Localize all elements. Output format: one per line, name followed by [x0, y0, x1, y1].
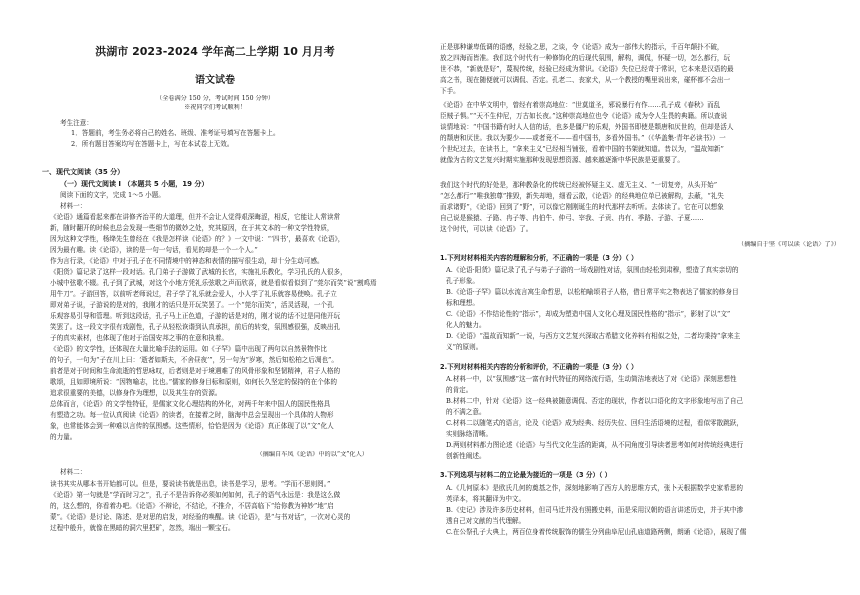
option-a-cont: 孔子形象。 [446, 277, 479, 285]
option-d: D.《论语》“温故而知新”一说，与西方文艺复兴深取古希腊文化养料有相似之处，二者均秉持“拿来主 [446, 332, 741, 340]
text-line: 的力量。 [50, 433, 77, 441]
text-line: 《阳货》篇记录了这样一段对话。孔门弟子子游做了武城的长官，实施礼乐教化，学习孔氏的人很多， [50, 268, 347, 276]
text-line: 《论语》通篇看起来都在讲修齐治平的大道理，但并不会让人觉得艰深晦涩，相反，它能让人常读常 [50, 213, 341, 221]
text-line: 世不恭，“新就是好”，蔑视传统，经验已经成为常识。《论语》失位已经苛于常识，它本来是汉语的最 [440, 65, 734, 73]
text-line: “怎么都行”“唯我独尊”推毁，新失却地，细看云散，《论语》的经典地位单已被解构，去蔽，“礼失 [440, 192, 724, 200]
text-line: 《论语》第一句就是“学而时习之”，孔子不是告诉你必须如何如何，孔子的语气永远是：我是这么做 [50, 491, 341, 499]
option-a-cont: 的肯定。 [446, 386, 473, 394]
text-line: 高之书，现在随便就可以调侃、否定。孔老二、丧家犬，从一个教授的嘴里说出来，碰杯都不会出一 [440, 76, 731, 84]
text-line: 我们这个时代的好处是，那种教条化的传统已经被怀疑主义、虚无主义、“一切复旁，从头开始” [440, 181, 718, 189]
text-line: 的句子，一句为“子在川上曰：‘逝者如斯夫，不舍昼夜’”，另一句为“岁寒，然后知松柏之后凋也”。 [50, 356, 339, 364]
option-d-cont: 创新性阐述。 [446, 452, 486, 460]
text-line: 总体而言，《论语》的文学性特征，是儒家文化心理结构的外化，对两千年来中国人的国民性格具 [50, 400, 331, 408]
text-line: 《论语》的文学性，还体现在大量比喻手法的运用。如《子罕》篇中出现了两句以自然景物作比 [50, 345, 327, 353]
option-c: C.《论语》不作结论性的“指示”，却成为塑造中国人文化心理及国民性格的“指示”，影射了以“文” [446, 310, 731, 318]
text-line: 前者是对于时间和生命流逝的哲思咏叹，后者则是对于境遇难了的风骨形象和坚韧精神，君子人格的 [50, 367, 341, 375]
option-b-cont: 的不满之意。 [446, 408, 486, 416]
text-line: 《论语》在中华文明中，曾经有着崇高地位：“世莫道圣，邪说暴行有作……孔子成《春秋》而乱 [440, 101, 721, 109]
exam-title: 洪湖市 2023-2024 学年高二上学期 10 月月考 [95, 45, 335, 58]
option-c-cont: 化人的魅力。 [446, 321, 486, 329]
exam-note-1: （全卷满分 150 分，考试时间 150 分钟） [155, 95, 275, 102]
text-line: 乐观容易引导和管理。听到这段话，孔子马上正色道，子游的话是对的，刚才说的话不过是同他开玩 [50, 312, 341, 320]
option-c: C.在公祭孔子大典上，两百位身着传统服饰的儒生分列曲阜尼山孔庙道路两侧，朗诵《论语》，展现了儒 [446, 528, 747, 536]
option-d: D.两则材料都力图论述《论语》与当代文化生活的距离，从不同角度引导读者思考如何对传统经典进行 [446, 441, 744, 449]
instruction-item-1: 1．答题前，考生务必将自己的姓名、班级、准考证号填写在答题卡上。 [71, 129, 280, 137]
text-line: 下手。 [440, 87, 460, 95]
text-line: 象，也常能体会到一种难以言传的氛围感。这些情形，恰恰是因为《论语》真正体现了以“文”化人 [50, 422, 334, 430]
option-b-cont: 标和理想。 [446, 299, 479, 307]
paper-subtitle: 语文试卷 [195, 75, 235, 86]
text-line: 作为言行录，《论语》中对于孔子在不同情境中的神态和表情的描写很生动，却十分生动可感。 [50, 257, 324, 265]
right-column [430, 0, 860, 595]
text-line: 谈情地说：“中国书籍有时人人信的话，也多是僵尸的乐观，外国书即使是颓唐和厌世的，但却是活人 [440, 123, 734, 131]
option-b: B.《论语·子罕》篇以水流言寓生命哲思，以松柏喻颂君子人格，借日常平实之物表达了儒家的修身目 [446, 288, 739, 296]
question-stem: 2.下列对材料相关内容的分析和评价，不正确的一项是（3 分）（ ） [440, 363, 638, 371]
text-line: 因为最有趣。读《论语》，读的是一句一句话，看见的却是一个一个人。” [50, 246, 258, 254]
option-b: B.《史记》涉及许多历史材料，但司马迁并没有照搬史料，而是采用汉朝的语言讲述历史，并于其中渗 [446, 506, 744, 514]
text-line: 读书其实从哪本书开始都可以。但是，要说读书就是出息，读书是学习，思考。“学而不思则罔。” [50, 480, 331, 488]
text-line: 臣贼子惧。”“天不生仲尼，万古如长夜。”这种崇高地位也令《论语》成为令人生畏的典籍。所以查说 [440, 112, 728, 120]
text-line: 蒙”。《论语》是讨论、陈述、是对思的启发，对经验的唤醒。读《论语》，是“与书对话”，一次对心灵的 [50, 513, 351, 521]
text-line: 即对弟子说，子游说的是对的，我刚才的话只是开玩笑罢了。一个“莞尔而笑”，活灵活现，一个孔 [50, 301, 334, 309]
text-line: 自己说是猴猿、子路、冉子等、冉伯牛、仲弓、宰我、子贡、冉有、季路、子游、子夏…… [440, 214, 704, 222]
material-2-source: （摘编自于坚《可以读〈论语〉了》） [737, 241, 840, 248]
material-2-label: 材料二： [60, 468, 87, 476]
option-b-cont: 透自己对文献的当代理解。 [446, 517, 526, 525]
text-line: 而求诸野”，《论语》回到了“野”，可以像它刚刚诞生的时代那样去听听。去体读了。它在可以想象 [440, 203, 724, 211]
instruction-item-2: 2．所有题目答案均写在答题卡上，写在本试卷上无效。 [71, 140, 234, 148]
text-line: 的颓唐和厌世。我以为要少——或者竟不——看中国书，多看外国书。”（《华盖集·青年必读书》）一 [440, 134, 726, 142]
question-stem: 3.下列选项与材料二的立论最为接近的一项是（3 分）（ ） [440, 471, 612, 479]
text-line: 用牛刀”。子游回答，以前听老师说过，君子学了礼乐就会爱人，小人学了礼乐就容易使唤。孔子立 [50, 290, 337, 298]
text-line: 这个时代，可以读《论语》了。 [440, 225, 533, 233]
section-subheading: （一）现代文阅读 I （本题共 5 小题，19 分） [60, 180, 209, 188]
option-a: A.《几何原本》是欧氏几何的奠基之作，深刻地影响了西方人的思维方式，张卜天根据数学史家希思的 [446, 484, 743, 492]
text-line: 有塑造之功。每一位认真阅读《论语》的读者，在接着之时，脑海中总会呈现出一个具体的人物形 [50, 411, 334, 419]
text-line: 个世纪过去，在读书上，“拿来主义”已经相当铺张，看着中国的书架就知道。昔以为，“温故知新” [440, 145, 724, 153]
option-a: A.材料一中，以“氛围感”这一富有时代特征的网络流行语，生动简洁地表达了对《论语》深刻思想性 [446, 375, 737, 383]
text-line: 子的真实素材，也体现了他对于治国安邦之事的在意和执着。 [50, 334, 229, 342]
text-line: 就像为古的文艺复兴时期实施那种发现思想资源、越来越逐渐中华民族是更重要了。 [440, 156, 684, 164]
option-c: C.材料二以随笔式的语言，论及《论语》成为经典、经历失位、回归生活语境的过程，看似零散跳跃， [446, 419, 744, 427]
option-a-cont: 英译本，将其翻译为中文。 [446, 495, 526, 503]
text-line: 追求很重要的美德，以修身作为理想，以及其生存的资源。 [50, 389, 222, 397]
text-line: 小城中弦歌不辍。孔子到了武城，对这个小地方凭礼乐弦歌之声而欣喜，就是看似看似到了“莞尔而笑”说“割鸡焉 [50, 279, 377, 287]
question-stem: 1.下列对材料相关内容的理解和分析，不正确的一项是（3 分）（ ） [440, 254, 638, 262]
section-intro: 阅读下面的文字，完成 1～5 小题。 [60, 191, 165, 199]
text-line: 因为这种文学性，杨绛先生曾经在《我是怎样读《论语》的？》一文中说：“‘四书’，最喜欢《论语》， [50, 235, 345, 243]
text-line: 放之四海而皆准。我们这个时代有一种修饰化的后现代氛围，解构，调侃，怀疑一切，怎么都行，玩 [440, 54, 731, 62]
instructions-heading: 考生注意： [60, 119, 93, 127]
option-a: A.《论语·阳货》篇记录了孔子与弟子子游的一场戏剧性对话，氛围由轻松到肃穆，塑造了真实亲切的 [446, 266, 739, 274]
option-c-cont: 实则脉络清晰。 [446, 430, 493, 438]
text-line: 过程中般升，就像在黑暗的洞穴里把矿，忽然，端出一颗宝石。 [50, 524, 235, 532]
text-line: 新，随时翻开的时候也总会发现一些细节的微妙之处，究其原因，在于其文本的一种文学性特质， [50, 224, 334, 232]
material-1-label: 材料一： [60, 202, 87, 210]
text-line: 笑罢了。这一段文字很有戏剧性，孔子从轻松诙谐到认真承担，前后的转变，氛围感很强，反映出孔 [50, 323, 341, 331]
option-b: B.材料二中，针对《论语》这一经典被随意调侃、否定的现状，作者以口语化的文字形象地写出了自己 [446, 397, 744, 405]
section-heading: 一、现代文阅读（35 分） [42, 168, 125, 176]
text-line: 正是那种谦卑低调的语感，经验之思，之谈，令《论语》成为一部伟大的指示，千百年颠扑不破， [440, 43, 724, 51]
text-line: 歌颂，且如即境所说：“因物喻志，比也。”儒家的修身目标和原则，如何长久坚定的保持的在个体的 [50, 378, 337, 386]
material-1-source: （摘编自车凤《论语》中的以“文”化人） [256, 451, 368, 458]
text-line: 的，这么想的，你看着办吧。《论语》不辩论，不结论，不推介，不居高临下“给你教为神妙”地“启 [50, 502, 334, 510]
exam-note-2: ※祝同学们考试顺利！ [184, 104, 246, 111]
option-d-cont: 义”的原则。 [446, 343, 483, 351]
